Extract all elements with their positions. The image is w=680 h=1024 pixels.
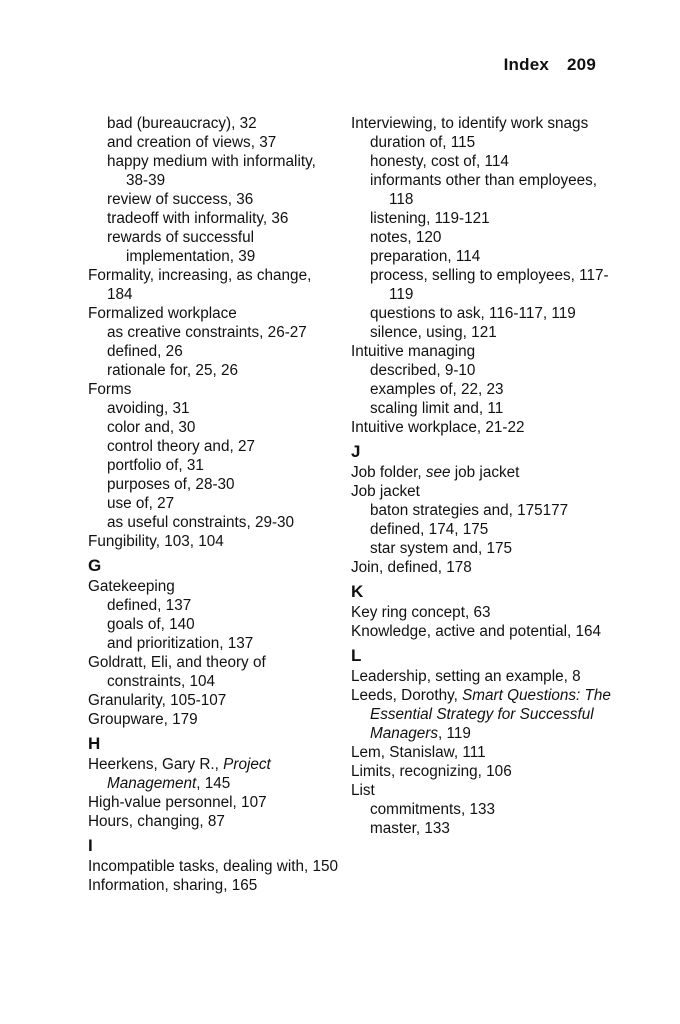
index-entry: Goldratt, Eli, and theory of constraints, 104 [88, 654, 266, 690]
index-subentry: review of success, 36 [107, 191, 254, 208]
index-subentry: use of, 27 [107, 495, 175, 512]
index-subentry: questions to ask, 116-117, 119 [370, 305, 576, 322]
index-entry: Formality, increasing, as change, 184 [88, 267, 312, 303]
index-subentry: defined, 26 [107, 343, 183, 360]
index-entry: Key ring concept, 63 [351, 604, 491, 621]
running-header [504, 55, 596, 75]
letter-heading-i: I [88, 836, 93, 855]
index-entry: Groupware, 179 [88, 711, 198, 728]
index-subentry: preparation, 114 [370, 248, 481, 265]
index-entry [88, 755, 340, 793]
index-subentry: goals of, 140 [107, 616, 195, 633]
index-subentry: master, 133 [370, 820, 450, 837]
index-entry: Forms [88, 381, 132, 398]
index-entry [351, 686, 611, 743]
index-entry [351, 463, 611, 482]
entry-see-italic: see [425, 464, 451, 481]
index-entry: Hours, changing, 87 [88, 813, 225, 830]
index-entry: Formalized workplace [88, 305, 237, 322]
index-entry: List [351, 782, 375, 799]
index-entry: Intuitive workplace, 21-22 [351, 419, 525, 436]
index-entry: Job jacket [351, 483, 420, 500]
letter-heading-j: J [351, 442, 361, 461]
index-subentry: bad (bureaucracy), 32 [107, 115, 257, 132]
index-entry: Granularity, 105-107 [88, 692, 227, 709]
index-entry: Leadership, setting an example, 8 [351, 668, 581, 685]
index-subentry: described, 9-10 [370, 362, 476, 379]
index-subentry: avoiding, 31 [107, 400, 190, 417]
entry-pages: , 119 [438, 725, 471, 742]
index-column-left [88, 114, 340, 895]
index-entry: Interviewing, to identify work snags [351, 115, 589, 132]
index-subentry: and prioritization, 137 [107, 635, 254, 652]
index-subentry: as creative constraints, 26-27 [107, 324, 307, 341]
entry-pages: , 145 [196, 775, 231, 792]
entry-text: Job folder, [351, 464, 426, 481]
index-entry: Limits, recognizing, 106 [351, 763, 512, 780]
index-subentry: honesty, cost of, 114 [370, 153, 509, 170]
page-number: 209 [567, 55, 596, 74]
index-subentry: baton strategies and, 175177 [370, 502, 569, 519]
letter-heading-l: L [351, 646, 362, 665]
index-subentry: defined, 137 [107, 597, 192, 614]
letter-heading-k: K [351, 582, 364, 601]
index-entry: Incompatible tasks, dealing with, 150 [88, 858, 338, 875]
letter-heading-h: H [88, 734, 101, 753]
index-subentry: examples of, 22, 23 [370, 381, 504, 398]
index-subentry: informants other than employees, 118 [370, 172, 598, 208]
index-column-right [351, 114, 611, 838]
index-subentry: notes, 120 [370, 229, 442, 246]
index-subentry: star system and, 175 [370, 540, 512, 557]
entry-text: Leeds, Dorothy, [351, 687, 463, 704]
entry-text: Heerkens, Gary R., [88, 756, 224, 773]
letter-heading-g: G [88, 556, 102, 575]
index-entry: Gatekeeping [88, 578, 175, 595]
index-subentry: duration of, 115 [370, 134, 476, 151]
index-subentry: happy medium with informality, 38-39 [107, 153, 316, 189]
index-entry: Information, sharing, 165 [88, 877, 258, 894]
index-subentry: control theory and, 27 [107, 438, 255, 455]
index-subentry: rewards of successful implementation, 39 [107, 229, 256, 265]
index-subentry: defined, 174, 175 [370, 521, 489, 538]
index-subentry: portfolio of, 31 [107, 457, 204, 474]
index-subentry: commitments, 133 [370, 801, 495, 818]
index-subentry: listening, 119-121 [370, 210, 490, 227]
index-subentry: tradeoff with informality, 36 [107, 210, 289, 227]
index-entry: Join, defined, 178 [351, 559, 472, 576]
header-title: Index [503, 55, 550, 74]
index-entry: Knowledge, active and potential, 164 [351, 623, 602, 640]
index-subentry: process, selling to employees, 117-119 [370, 267, 609, 303]
entry-title-italic: Smart Questions: The Essential Strategy for Successful Managers [370, 687, 611, 742]
index-entry: High-value personnel, 107 [88, 794, 267, 811]
index-subentry: as useful constraints, 29-30 [107, 514, 295, 531]
index-subentry: scaling limit and, 11 [370, 400, 504, 417]
entry-title-italic: Project Management [107, 756, 271, 792]
index-subentry: and creation of views, 37 [107, 134, 277, 151]
index-entry: Intuitive managing [351, 343, 476, 360]
entry-text: job jacket [450, 464, 520, 481]
index-entry: Fungibility, 103, 104 [88, 533, 224, 550]
index-subentry: silence, using, 121 [370, 324, 497, 341]
index-subentry: color and, 30 [107, 419, 196, 436]
index-entry: Lem, Stanislaw, 111 [351, 744, 486, 761]
index-subentry: rationale for, 25, 26 [107, 362, 238, 379]
index-subentry: purposes of, 28-30 [107, 476, 235, 493]
